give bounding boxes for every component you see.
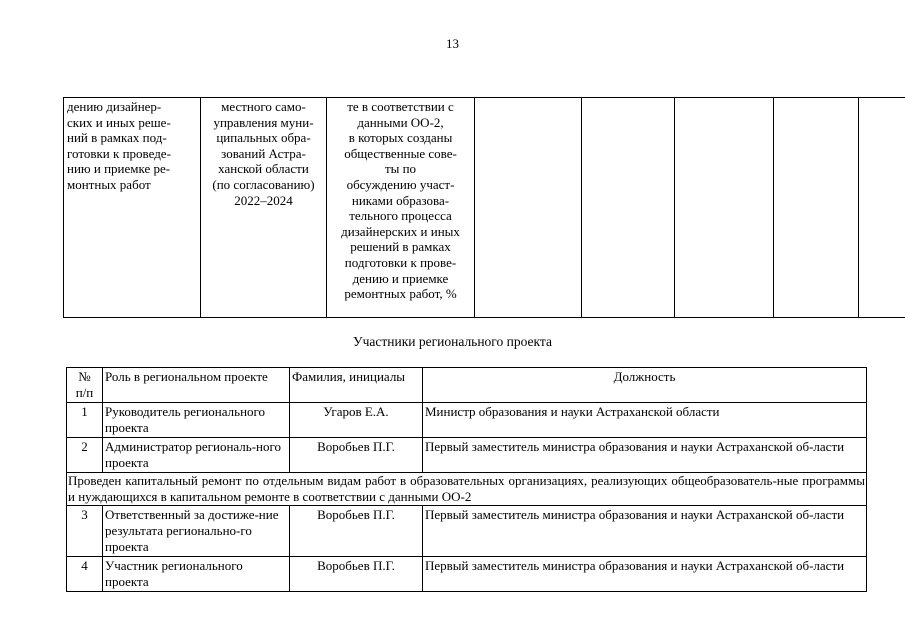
- table-row: [67, 506, 867, 557]
- section-title: Участники регионального проекта: [353, 334, 552, 349]
- header-num: № п/п: [67, 368, 103, 403]
- row-name: Воробьев П.Г.: [290, 506, 423, 557]
- row-num: 1: [67, 403, 103, 438]
- row-role: Руководитель регионального проекта: [103, 403, 290, 438]
- row-role: Администратор региональ-ного проекта: [103, 438, 290, 473]
- row-role: Ответственный за достиже-ние результата регионально-го проекта: [103, 506, 290, 557]
- row-position: Министр образования и науки Астраханской области: [423, 403, 867, 438]
- indicator-cell: те в соответствии с данными ОО-2, в которых созданы общественные сове- ты по обсуждению участ- никами образова- тельного процесса дизайнерских и иных решений в рамках подготовки к прове- дению и приемке ремонтных работ, %: [327, 98, 475, 318]
- empty-cell: [859, 98, 905, 318]
- row-name: Воробьев П.Г.: [290, 557, 423, 592]
- row-role: Участник регионального проекта: [103, 557, 290, 592]
- empty-cell: [582, 98, 675, 318]
- header-position: Должность: [423, 368, 867, 403]
- result-row: [67, 473, 867, 506]
- table-row: [67, 557, 867, 592]
- table-row: [67, 403, 867, 438]
- result-text: Проведен капитальный ремонт по отдельным видам работ в образовательных организациях, реализующих общеобразователь-ные программы и нуждающихся в капитальном ремонте в соответствии с данными ОО-2: [68, 473, 865, 504]
- table-row: [67, 438, 867, 473]
- row-position: Первый заместитель министра образования и науки Астраханской об-ласти: [423, 438, 867, 473]
- empty-cell: [675, 98, 774, 318]
- page-number: 13: [446, 36, 459, 51]
- table-header-row: [67, 368, 867, 403]
- row-name: Угаров Е.А.: [290, 403, 423, 438]
- row-position: Первый заместитель министра образования и науки Астраханской об-ласти: [423, 506, 867, 557]
- indicator-table-continuation: [63, 97, 905, 318]
- table-row: [64, 98, 905, 318]
- row-num: 2: [67, 438, 103, 473]
- participants-table: [66, 367, 867, 592]
- empty-cell: [774, 98, 859, 318]
- row-position: Первый заместитель министра образования и науки Астраханской об-ласти: [423, 557, 867, 592]
- row-num: 3: [67, 506, 103, 557]
- header-name: Фамилия, инициалы: [290, 368, 423, 403]
- row-name: Воробьев П.Г.: [290, 438, 423, 473]
- row-num: 4: [67, 557, 103, 592]
- event-description-cell: дению дизайнер- ских и иных реше- ний в рамках под- готовки к проведе- нию и приемке ре- монтных работ: [64, 98, 201, 318]
- empty-cell: [475, 98, 582, 318]
- header-role: Роль в региональном проекте: [103, 368, 290, 403]
- responsible-cell: местного само- управления муни- ципальных обра- зований Астра- ханской области (по согласованию) 2022–2024: [201, 98, 327, 318]
